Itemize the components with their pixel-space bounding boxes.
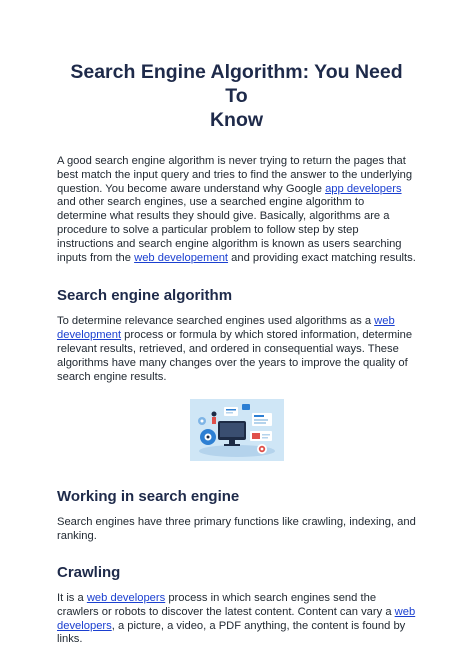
title-line-1: Search Engine Algorithm: You Need To (70, 61, 403, 107)
crawling-text-2: process in which search engines send the crawlers or robots to discover the latest content. Content can vary a (57, 591, 395, 618)
intro-text-2: and other search engines, use a searched engine algorithm to determine what results they should give. Basically, algorithms are a procedure to solve a particular problem to follow step by step instructions and search engine algorithm is known as users searching inputs from the (57, 196, 402, 264)
working-paragraph: Search engines have three primary functions like crawling, indexing, and ranking. (57, 516, 416, 543)
crawling-paragraph (57, 592, 416, 647)
illustration-wrap (57, 399, 416, 461)
page-title (57, 0, 416, 132)
title-line-2: Know (209, 109, 264, 131)
intro-paragraph (57, 155, 416, 265)
heading-working-in-search-engine: Working in search engine (57, 488, 240, 506)
crawling-text-1: It is a (57, 591, 87, 604)
link-web-developement[interactable]: web developement (134, 251, 229, 264)
algorithm-text-2: process or formula by which stored information, determine relevant results, retrieved, and ordered in consequential ways. These algorithms have many changes over the years to improve the quality of search engine results. (57, 329, 413, 383)
link-app-developers[interactable]: app developers (325, 182, 402, 195)
heading-crawling: Crawling (57, 563, 121, 581)
algorithm-paragraph (57, 315, 416, 384)
link-web-developers-1[interactable]: web developers (86, 591, 166, 604)
crawling-text-3: , a picture, a video, a PDF anything, the content is found by links. (57, 619, 406, 646)
seo-illustration-icon (190, 399, 284, 461)
intro-text-1: A good search engine algorithm is never trying to return the pages that best match the input query and tries to find the answer to the underlying question. You become aware understand why Google (57, 155, 413, 195)
intro-text-3: and providing exact matching results. (228, 251, 416, 264)
heading-search-engine-algorithm: Search engine algorithm (57, 287, 233, 305)
link-web-developers-2[interactable]: web developers (57, 605, 416, 632)
link-web-development[interactable]: web development (57, 315, 395, 342)
algorithm-text-1: To determine relevance searched engines used algorithms as a (57, 315, 375, 328)
